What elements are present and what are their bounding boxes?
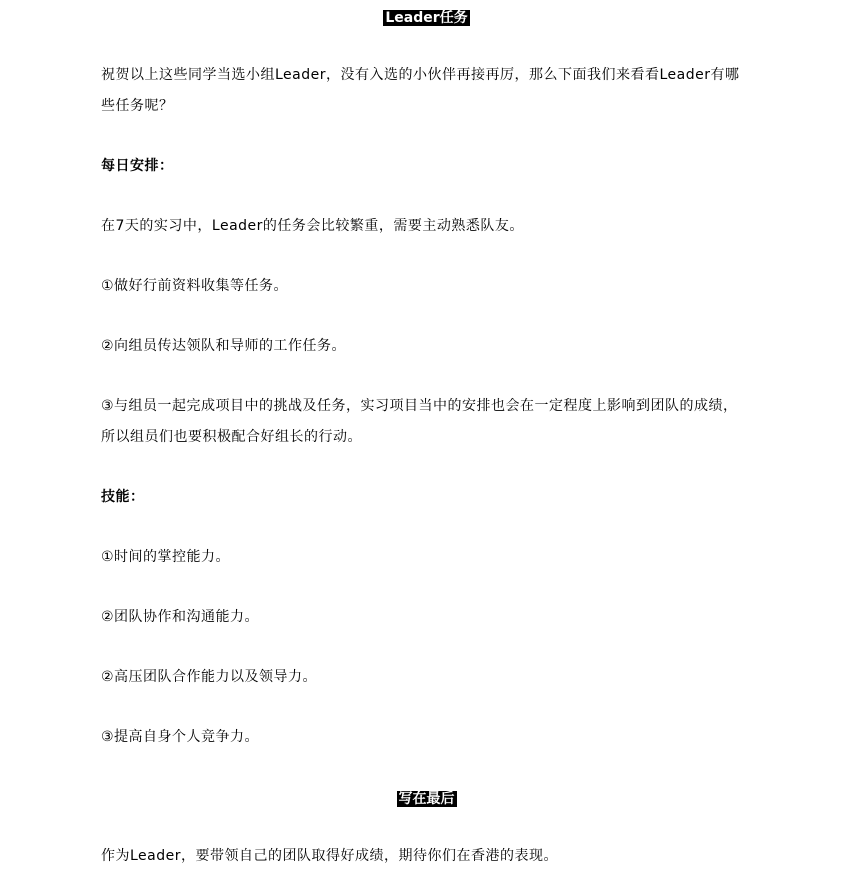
daily-item-2: ②向组员传达领队和导师的工作任务。 bbox=[101, 338, 347, 354]
skill-item-3: ②高压团队合作能力以及领导力。 bbox=[101, 669, 318, 685]
skills-title: 技能： bbox=[101, 489, 145, 505]
skill-item-4: ③提高自身个人竞争力。 bbox=[101, 729, 260, 745]
section-heading-final-words bbox=[0, 788, 853, 807]
section-heading-leader-tasks-label: Leader任务 bbox=[385, 10, 468, 26]
skill-item-1: ①时间的掌控能力。 bbox=[101, 549, 231, 565]
skill-item-2: ②团队协作和沟通能力。 bbox=[101, 609, 260, 625]
daily-item-3: ③与组员一起完成项目中的挑战及任务，实习项目当中的安排也会在一定程度上影响到团队的成绩，所以组员们也要积极配合好组长的行动。 bbox=[101, 398, 738, 445]
closing-paragraph: 作为Leader，要带领自己的团队取得好成绩，期待你们在香港的表现。 bbox=[101, 848, 559, 864]
daily-schedule-intro: 在7天的实习中，Leader的任务会比较繁重，需要主动熟悉队友。 bbox=[101, 218, 524, 234]
section-heading-leader-tasks bbox=[0, 7, 853, 26]
daily-schedule-title: 每日安排： bbox=[101, 158, 174, 174]
intro-paragraph: 祝贺以上这些同学当选小组Leader，没有入选的小伙伴再接再厉，那么下面我们来看看Leader有哪些任务呢？ bbox=[101, 67, 740, 114]
daily-item-1: ①做好行前资料收集等任务。 bbox=[101, 278, 289, 294]
section-heading-final-words-label: 写在最后 bbox=[398, 791, 455, 807]
